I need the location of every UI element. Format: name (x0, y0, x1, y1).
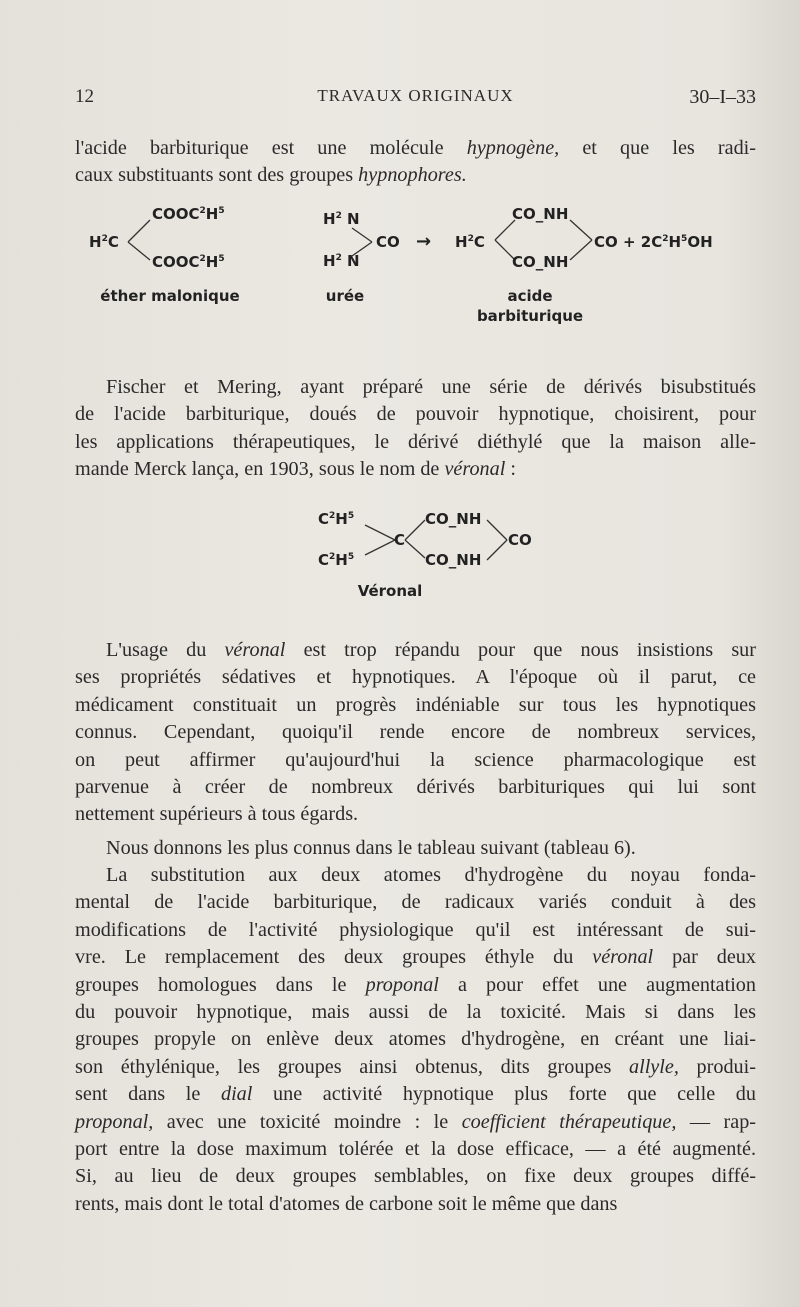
text-run: Nous donnons les plus connus dans le tableau suivant (tableau 6). (106, 837, 636, 859)
ether-core: $H^2C$ (89, 233, 119, 251)
veronal-top-group: CO_NH (425, 510, 482, 528)
text-run: son éthylénique, les groupes ainsi obtenus, dits groupes (75, 1055, 629, 1078)
veronal-bond-tl (365, 525, 395, 540)
text-line (75, 944, 756, 971)
text-line (75, 637, 756, 664)
text-run: Fischer et Mering, ayant préparé une série de dérivés bisubstitués (106, 376, 756, 398)
text-line (75, 692, 756, 719)
text-run: L'usage du (106, 639, 225, 661)
italic-term: véronal (592, 946, 654, 969)
veronal-bond-rb (487, 540, 507, 560)
text-run: mande Merck lança, en 1903, sous le nom de (75, 458, 445, 481)
text-run: ses propriétés sédatives et hypnotiques. A l'époque où il parut, ce (75, 666, 756, 689)
italic-term: hypnophores. (358, 164, 467, 187)
veronal-top-left: $C^2H^5$ (318, 510, 355, 528)
text-run: une activité hypnotique plus forte que celle du (252, 1083, 756, 1106)
acide-core: $H^2C$ (455, 233, 485, 251)
text-line (75, 429, 756, 456)
uree-bottom: $H^2$ N (323, 252, 360, 270)
text-line (75, 1054, 756, 1081)
ether-bottom-group: $COOC^2H^5$ (152, 253, 225, 271)
ether-label: éther malonique (100, 287, 240, 305)
text-line (75, 801, 756, 828)
text-run: vre. Le remplacement des deux groupes éthyle du (75, 946, 593, 969)
text-line (75, 374, 756, 401)
text-run: La substitution aux deux atomes d'hydrogène du noyau fonda- (106, 864, 756, 886)
paragraph-4 (75, 835, 756, 862)
text-run: sent dans le (75, 1083, 221, 1106)
veronal-bond-bl (365, 540, 395, 555)
text-run: les applications thérapeutiques, le dérivé diéthylé que la maison alle- (75, 430, 756, 453)
italic-term: véronal (444, 458, 506, 481)
veronal-bottom-left: $C^2H^5$ (318, 551, 355, 569)
text-run: l'acide barbiturique est une molécule (75, 137, 467, 159)
text-run: parvenue à créer de nombreux dérivés barbituriques qui lui sont (75, 776, 756, 799)
text-run: produi- (678, 1055, 756, 1078)
running-title: TRAVAUX ORIGINAUX (317, 86, 514, 105)
italic-term: véronal (224, 639, 286, 661)
text-run: — rap- (676, 1110, 757, 1133)
text-run: mental de l'acide barbiturique, de radicaux variés conduit à des (75, 891, 756, 914)
text-run: a pour effet une augmentation (438, 973, 756, 996)
text-line (75, 889, 756, 916)
page-number: 12 (75, 86, 94, 107)
text-line (75, 456, 756, 483)
acide-bottom-group: CO_NH (512, 253, 569, 271)
paragraph-3 (75, 637, 756, 829)
text-run: et que les radi- (559, 137, 756, 159)
text-run: nettement supérieurs à tous égards. (75, 803, 359, 826)
text-line (75, 972, 756, 999)
ether-bond-top (128, 220, 150, 242)
acide-right-group: CO + $2C^2H^5OH$ (594, 233, 713, 251)
text-run: du pouvoir hypnotique, mais aussi de la toxicité. Mais si dans les (75, 1001, 756, 1024)
text-line (75, 862, 756, 889)
issue-date: 30–I–33 (689, 86, 756, 108)
veronal-label: Véronal (357, 582, 423, 600)
text-run: caux substituants sont des groupes (75, 164, 359, 187)
text-line (75, 1081, 756, 1108)
italic-term: coefficient thérapeutique, (461, 1110, 677, 1133)
italic-term: dial (220, 1083, 253, 1106)
text-run: avec une toxicité moindre : le (153, 1110, 462, 1133)
text-line (75, 1191, 756, 1218)
uree-top: $H^2$ N (323, 210, 360, 228)
italic-term: allyle, (629, 1055, 679, 1078)
uree-bond-top (352, 228, 372, 242)
paragraph-2 (75, 374, 756, 484)
text-line (75, 999, 756, 1026)
veronal-center-carbon: C (394, 531, 406, 549)
text-run: rents, mais dont le total d'atomes de carbone soit le même que dans (75, 1192, 618, 1215)
text-line (75, 1109, 756, 1136)
text-run: médicament constituait un progrès indéniable sur tous les hypnotiques (75, 693, 756, 716)
veronal-right-group: CO (508, 531, 532, 549)
text-run: groupes homologues dans le (75, 973, 366, 996)
veronal-bond-tr (405, 520, 425, 540)
paragraph-5 (75, 862, 756, 1218)
text-run: connus. Cependant, quoiqu'il rende encore de nombreux services, (75, 721, 756, 744)
uree-center: CO (376, 233, 400, 251)
text-line (75, 719, 756, 746)
veronal-bond-rt (487, 520, 507, 540)
text-run: de l'acide barbiturique, doués de pouvoir hypnotique, choisirent, pour (75, 403, 756, 426)
text-line (75, 774, 756, 801)
text-run: : (505, 458, 517, 481)
text-run: port entre la dose maximum tolérée et la dose efficace, — a été augmenté. (75, 1138, 756, 1161)
text-run: modifications de l'activité physiologique qu'il est intéressant de sui- (75, 918, 756, 941)
acide-top-group: CO_NH (512, 205, 569, 223)
text-line (75, 1136, 756, 1163)
text-line (75, 1163, 756, 1190)
text-run: Si, au lieu de deux groupes semblables, on fixe deux groupes diffé- (75, 1165, 756, 1188)
acide-bond-left-top (495, 220, 515, 240)
acide-bond-right-bottom (570, 240, 592, 260)
text-line (75, 835, 756, 862)
text-line (75, 664, 756, 691)
ether-top-group: $COOC^2H^5$ (152, 205, 225, 223)
text-line (75, 401, 756, 428)
ether-bond-bottom (128, 242, 150, 260)
text-line (75, 917, 756, 944)
acide-label: acide barbiturique (476, 287, 584, 325)
veronal-bottom-group: CO_NH (425, 551, 482, 569)
reaction-arrow: → (416, 231, 432, 252)
uree-label: urée (325, 287, 365, 305)
text-line (75, 747, 756, 774)
acide-bond-right-top (570, 220, 592, 240)
text-run: on peut affirmer qu'aujourd'hui la science pharmacologique est (75, 748, 756, 771)
text-line (75, 1026, 756, 1053)
italic-term: hypnogène, (466, 137, 560, 159)
text-run: est trop répandu pour que nous insistions sur (285, 639, 756, 661)
italic-term: proponal (365, 973, 439, 996)
italic-term: proponal, (75, 1110, 154, 1133)
text-run: groupes propyle on enlève deux atomes d'hydrogène, en créant une liai- (75, 1028, 756, 1051)
veronal-bond-br (405, 540, 425, 558)
text-run: par deux (653, 946, 756, 969)
